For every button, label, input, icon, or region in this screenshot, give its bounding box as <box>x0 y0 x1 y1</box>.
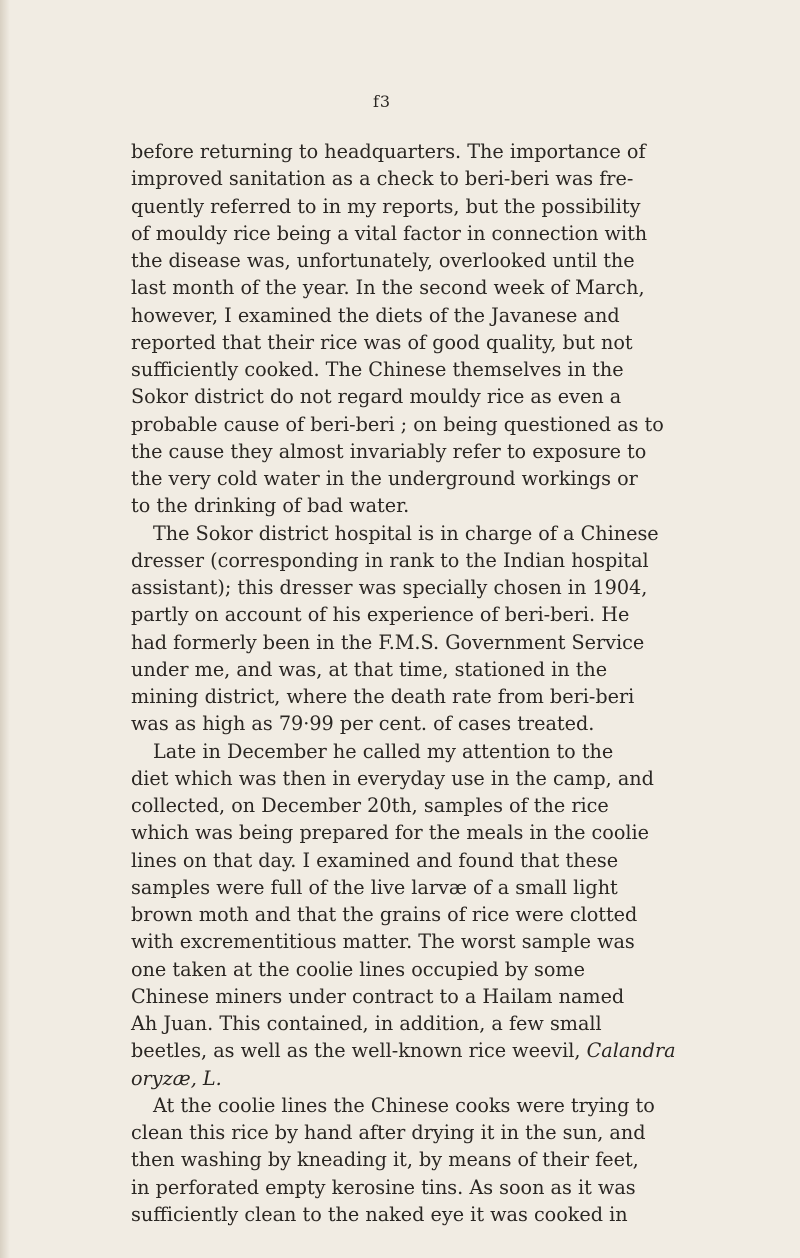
text-line: Ah Juan. This contained, in addition, a few small <box>131 1012 602 1035</box>
text-line: reported that their rice was of good quality, but not <box>131 330 633 354</box>
text-line: the cause they almost invariably refer to exposure to <box>131 439 647 463</box>
text-line: before returning to headquarters. The importance of <box>131 140 646 163</box>
text-line: mining district, where the death rate from beri-beri <box>131 685 635 708</box>
text-line: the very cold water in the underground workings or <box>131 467 638 490</box>
text-line: had formerly been in the F.M.S. Government Service <box>131 630 645 654</box>
text-line: however, I examined the diets of the Javanese and <box>131 303 620 327</box>
text-line: sufficiently cooked. The Chinese themselves in the <box>131 358 624 381</box>
paragraph-3 <box>131 738 706 1092</box>
text-line: sufficiently clean to the naked eye it was cooked in <box>131 1202 628 1226</box>
text-line: one taken at the coolie lines occupied by some <box>131 957 585 981</box>
text-line: diet which was then in everyday use in the camp, and <box>131 766 654 790</box>
text-line: clean this rice by hand after drying it in the sun, and <box>131 1121 646 1144</box>
species-name-italic: oryzæ, L. <box>131 1066 222 1090</box>
text-line: brown moth and that the grains of rice were clotted <box>131 903 638 926</box>
paragraph-2 <box>131 520 706 738</box>
text-line: was as high as 79·99 per cent. of cases treated. <box>131 712 595 736</box>
text-line: probable cause of beri-beri ; on being questioned as to <box>131 412 664 436</box>
text-line: dresser (corresponding in rank to the Indian hospital <box>131 548 649 572</box>
text-line: At the coolie lines the Chinese cooks were trying to <box>153 1093 655 1117</box>
text-line-segment: beetles, as well as the well-known rice weevil, <box>131 1039 581 1063</box>
text-line <box>131 1037 706 1064</box>
text-line: to the drinking of bad water. <box>131 494 410 518</box>
species-name-italic: Calandra <box>586 1039 676 1063</box>
text-line: Sokor district do not regard mouldy rice as even a <box>131 385 622 409</box>
text-line: collected, on December 20th, samples of the rice <box>131 794 609 817</box>
text-line: samples were full of the live larvæ of a small light <box>131 875 618 899</box>
text-line: partly on account of his experience of beri-beri. He <box>131 603 630 627</box>
text-line: last month of the year. In the second week of March, <box>131 276 645 300</box>
text-line: assistant); this dresser was specially chosen in 1904, <box>131 576 648 599</box>
text-body <box>131 138 706 1228</box>
text-line: then washing by kneading it, by means of their feet, <box>131 1148 639 1172</box>
text-line: quently referred to in my reports, but the possibility <box>131 194 641 218</box>
text-line: lines on that day. I examined and found that these <box>131 848 619 872</box>
text-line: Chinese miners under contract to a Hailam named <box>131 984 625 1008</box>
paragraph-1 <box>131 138 706 520</box>
text-line: in perforated empty kerosine tins. As soon as it was <box>131 1175 636 1199</box>
text-line: with excrementitious matter. The worst sample was <box>131 930 635 954</box>
text-line: Late in December he called my attention to the <box>153 739 614 763</box>
text-line: which was being prepared for the meals in the coolie <box>131 821 649 845</box>
paragraph-4 <box>131 1092 706 1228</box>
text-line: improved sanitation as a check to beri-beri was fre- <box>131 167 634 191</box>
page-number: f3 <box>373 92 392 111</box>
page-edge-shadow <box>0 0 10 1258</box>
text-line: the disease was, unfortunately, overlooked until the <box>131 249 635 272</box>
text-line: under me, and was, at that time, stationed in the <box>131 657 608 681</box>
text-line: The Sokor district hospital is in charge of a Chinese <box>153 521 659 545</box>
text-line: of mouldy rice being a vital factor in connection with <box>131 221 648 245</box>
